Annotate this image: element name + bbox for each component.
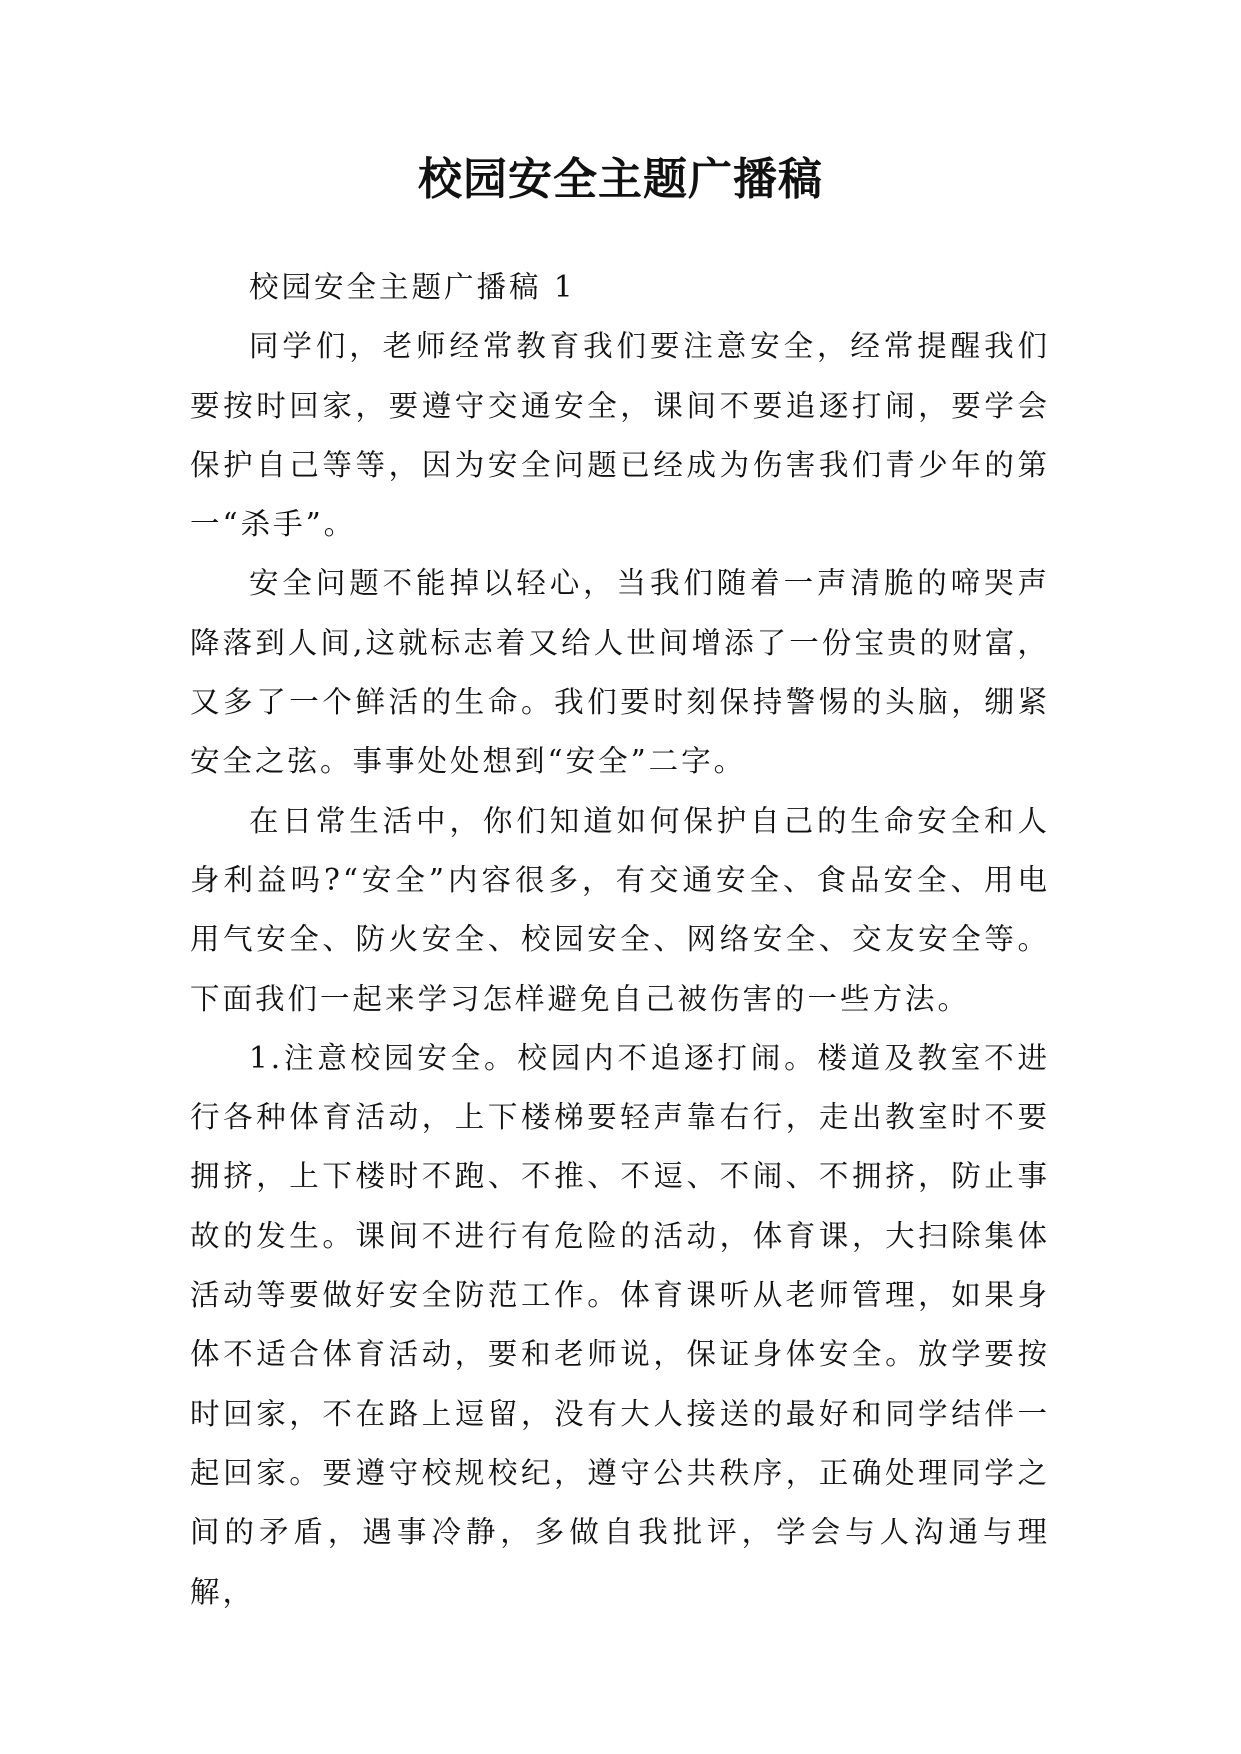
document-body <box>190 258 1050 1622</box>
section-heading: 校园安全主题广播稿 1 <box>249 270 576 304</box>
paragraph: 同学们，老师经常教育我们要注意安全，经常提醒我们要按时回家，要遵守交通安全，课间不要追逐打闹，要学会保护自己等等，因为安全问题已经成为伤害我们青少年的第一“杀手”。 <box>190 329 1050 542</box>
paragraph: 在日常生活中，你们知道如何保护自己的生命安全和人身利益吗?“安全”内容很多，有交通安全、食品安全、用电用气安全、防火安全、校园安全、网络安全、交友安全等。下面我们一起来学习怎样避免自己被伤害的一些方法。 <box>190 803 1050 1016</box>
paragraph: 1.注意校园安全。校园内不追逐打闹。楼道及教室不进行各种体育活动，上下楼梯要轻声靠右行，走出教室时不要拥挤，上下楼时不跑、不推、不逗、不闹、不拥挤，防止事故的发生。课间不进行有危险的活动，体育课，大扫除集体活动等要做好安全防范工作。体育课听从老师管理，如果身体不适合体育活动，要和老师说，保证身体安全。放学要按时回家，不在路上逗留，没有大人接送的最好和同学结伴一起回家。要遵守校规校纪，遵守公共秩序，正确处理同学之间的矛盾，遇事冷静，多做自我批评，学会与人沟通与理解， <box>190 1040 1050 1609</box>
paragraph: 安全问题不能掉以轻心，当我们随着一声清脆的啼哭声降落到人间,这就标志着又给人世间增添了一份宝贵的财富，又多了一个鲜活的生命。我们要时刻保持警惕的头脑，绷紧安全之弦。事事处处想到“安全”二字。 <box>190 566 1050 779</box>
document-title: 校园安全主题广播稿 <box>418 154 823 205</box>
